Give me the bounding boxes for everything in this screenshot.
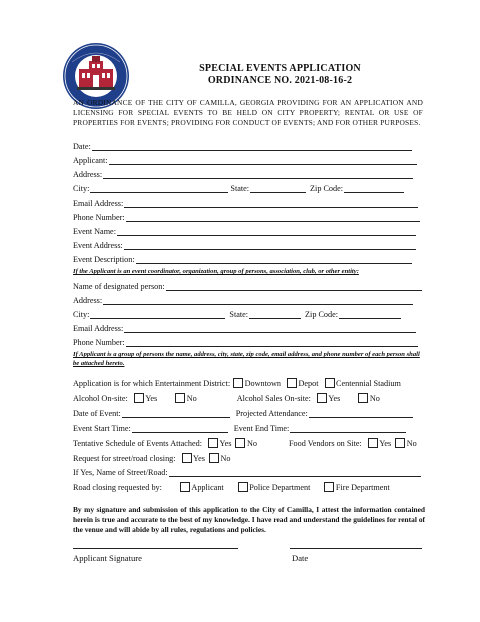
date-attendance-row: [73, 408, 413, 418]
alcohol-no-checkbox[interactable]: [175, 393, 185, 403]
address-row: [73, 169, 413, 179]
form-title: SPECIAL EVENTS APPLICATION: [199, 63, 361, 74]
event-description-field[interactable]: [136, 254, 412, 264]
email-row: [73, 198, 418, 208]
event-address-row: [73, 240, 416, 250]
vendors-no-label: No: [406, 439, 417, 448]
times-row: [73, 423, 406, 433]
date-label: Date:: [73, 142, 91, 151]
event-name-field[interactable]: [117, 226, 416, 236]
coordinator-note: If the Applicant is an event coordinator, organization, group of persons, association, club, or other entity:: [73, 268, 359, 275]
end-time-field[interactable]: [290, 423, 406, 433]
applicant-signature-line[interactable]: [73, 548, 238, 549]
applicant-row: [73, 155, 417, 165]
designated-name-label: Name of designated person:: [73, 282, 165, 291]
road-request-label: Request for street/road closing:: [73, 454, 176, 463]
vendors-yes-label: Yes: [379, 439, 392, 448]
district-label: Application is for which Entertainment District:: [73, 379, 231, 388]
vendors-yes-checkbox[interactable]: [368, 438, 378, 448]
event-description-label: Event Description:: [73, 255, 135, 264]
ordinance-number: ORDINANCE NO. 2021-08-16-2: [207, 75, 353, 86]
alcohol-sales-no-checkbox[interactable]: [358, 393, 368, 403]
district-centennial-label: Centennial Stadium: [336, 379, 401, 388]
event-address-field[interactable]: [124, 240, 416, 250]
vendors-label: Food Vendors on Site:: [288, 439, 362, 448]
schedule-yes-label: Yes: [219, 439, 232, 448]
district-downtown-label: Downtown: [244, 379, 282, 388]
designated-email-label: Email Address:: [73, 324, 124, 333]
alcohol-yes-checkbox[interactable]: [134, 393, 144, 403]
designated-phone-field[interactable]: [126, 337, 418, 347]
designated-email-field[interactable]: [124, 323, 416, 333]
closing-fire-label: Fire Department: [335, 483, 390, 492]
phone-row: [73, 212, 420, 222]
designated-state-field[interactable]: [249, 309, 301, 319]
city-state-zip-row: [73, 183, 404, 193]
schedule-label: Tentative Schedule of Events Attached:: [73, 439, 203, 448]
date-field[interactable]: [92, 141, 412, 151]
designated-name-field[interactable]: [166, 281, 422, 291]
applicant-field[interactable]: [109, 155, 417, 165]
closing-police-checkbox[interactable]: [238, 482, 248, 492]
designated-email-row: [73, 323, 416, 333]
district-depot-checkbox[interactable]: [287, 378, 297, 388]
district-downtown-checkbox[interactable]: [233, 378, 243, 388]
schedule-no-checkbox[interactable]: [235, 438, 245, 448]
designated-name-row: [73, 281, 422, 291]
alcohol-no-label: No: [186, 394, 197, 403]
designated-zip-label: Zip Code:: [305, 310, 339, 319]
applicant-signature-label: Applicant Signature: [73, 553, 142, 563]
road-request-no-checkbox[interactable]: [209, 453, 219, 463]
district-row: [73, 378, 401, 388]
state-field[interactable]: [250, 183, 306, 193]
road-request-yes-label: Yes: [193, 454, 205, 463]
road-request-yes-checkbox[interactable]: [182, 453, 192, 463]
designated-phone-row: [73, 337, 418, 347]
date-signature-line[interactable]: [290, 548, 422, 549]
email-field[interactable]: [124, 198, 418, 208]
designated-city-field[interactable]: [90, 309, 225, 319]
attestation-text: By my signature and submission of this application to the City of Camilla, I attest the information contained herein is true and accurate to the best of my knowledge. I have read and understand the guidelines for rental of the venue and will abide by all rules, regulations and policies.: [73, 505, 425, 535]
end-time-label: Event End Time:: [233, 424, 290, 433]
district-centennial-checkbox[interactable]: [325, 378, 335, 388]
road-request-row: [73, 453, 230, 463]
alcohol-yes-label: Yes: [145, 394, 158, 403]
projected-attendance-field[interactable]: [309, 408, 413, 418]
designated-phone-label: Phone Number:: [73, 338, 125, 347]
event-address-label: Event Address:: [73, 241, 123, 250]
date-row: [73, 141, 412, 151]
city-label: City:: [73, 184, 90, 193]
zip-field[interactable]: [344, 183, 404, 193]
group-note: If Applicant is a group of persons the name, address, city, state, zip code, email address, and phone number of each person shall be attached hereto.: [73, 351, 420, 367]
closing-police-label: Police Department: [249, 483, 311, 492]
alcohol-sales-yes-label: Yes: [328, 394, 341, 403]
designated-city-row: [73, 309, 401, 319]
schedule-yes-checkbox[interactable]: [208, 438, 218, 448]
district-depot-label: Depot: [298, 379, 319, 388]
road-request-no-label: No: [220, 454, 231, 463]
designated-city-label: City:: [73, 310, 90, 319]
applicant-label: Applicant:: [73, 156, 108, 165]
schedule-no-label: No: [246, 439, 257, 448]
event-description-row: [73, 254, 412, 264]
closing-requested-label: Road closing requested by:: [73, 483, 162, 492]
closing-requested-row: [73, 482, 390, 492]
alcohol-sales-yes-checkbox[interactable]: [317, 393, 327, 403]
street-name-row: [73, 467, 421, 477]
alcohol-sales-no-label: No: [369, 394, 380, 403]
date-of-event-field[interactable]: [122, 408, 230, 418]
designated-address-row: [73, 295, 413, 305]
schedule-vendors-row: [73, 438, 417, 448]
signature-date-label: Date: [292, 553, 309, 563]
street-name-field[interactable]: [169, 467, 421, 477]
zip-label: Zip Code:: [310, 184, 344, 193]
address-label: Address:: [73, 170, 103, 179]
designated-address-label: Address:: [73, 296, 103, 305]
projected-attendance-label: Projected Attendance:: [235, 409, 308, 418]
event-name-label: Event Name:: [73, 227, 116, 236]
state-label: State:: [230, 184, 250, 193]
designated-address-field[interactable]: [103, 295, 413, 305]
alcohol-sales-label: Alcohol Sales On-site:: [236, 394, 311, 403]
alcohol-row: [73, 393, 380, 403]
closing-fire-checkbox[interactable]: [324, 482, 334, 492]
address-field[interactable]: [103, 169, 413, 179]
designated-zip-field[interactable]: [339, 309, 401, 319]
designated-state-label: State:: [229, 310, 249, 319]
street-name-label: If Yes, Name of Street/Road:: [73, 468, 168, 477]
vendors-no-checkbox[interactable]: [395, 438, 405, 448]
alcohol-label: Alcohol On-site:: [73, 394, 128, 403]
start-time-label: Event Start Time:: [73, 424, 131, 433]
email-label: Email Address:: [73, 199, 124, 208]
date-of-event-label: Date of Event:: [73, 409, 121, 418]
closing-applicant-checkbox[interactable]: [180, 482, 190, 492]
event-name-row: [73, 226, 416, 236]
phone-field[interactable]: [126, 212, 420, 222]
phone-label: Phone Number:: [73, 213, 125, 222]
start-time-field[interactable]: [132, 423, 228, 433]
closing-applicant-label: Applicant: [191, 483, 224, 492]
ordinance-intro: AN ORDINANCE OF THE CITY OF CAMILLA, GEORGIA PROVIDING FOR AN APPLICATION AND LICENSING FOR SPECIAL EVENTS TO BE HELD ON CITY PROPERTY; RENTAL OR USE OF PROPERTIES FOR EVENTS; PROVIDING FOR CONDUCT OF EVENTS; AND FOR OTHER PURPOSES.: [73, 98, 423, 128]
city-field[interactable]: [90, 183, 228, 193]
